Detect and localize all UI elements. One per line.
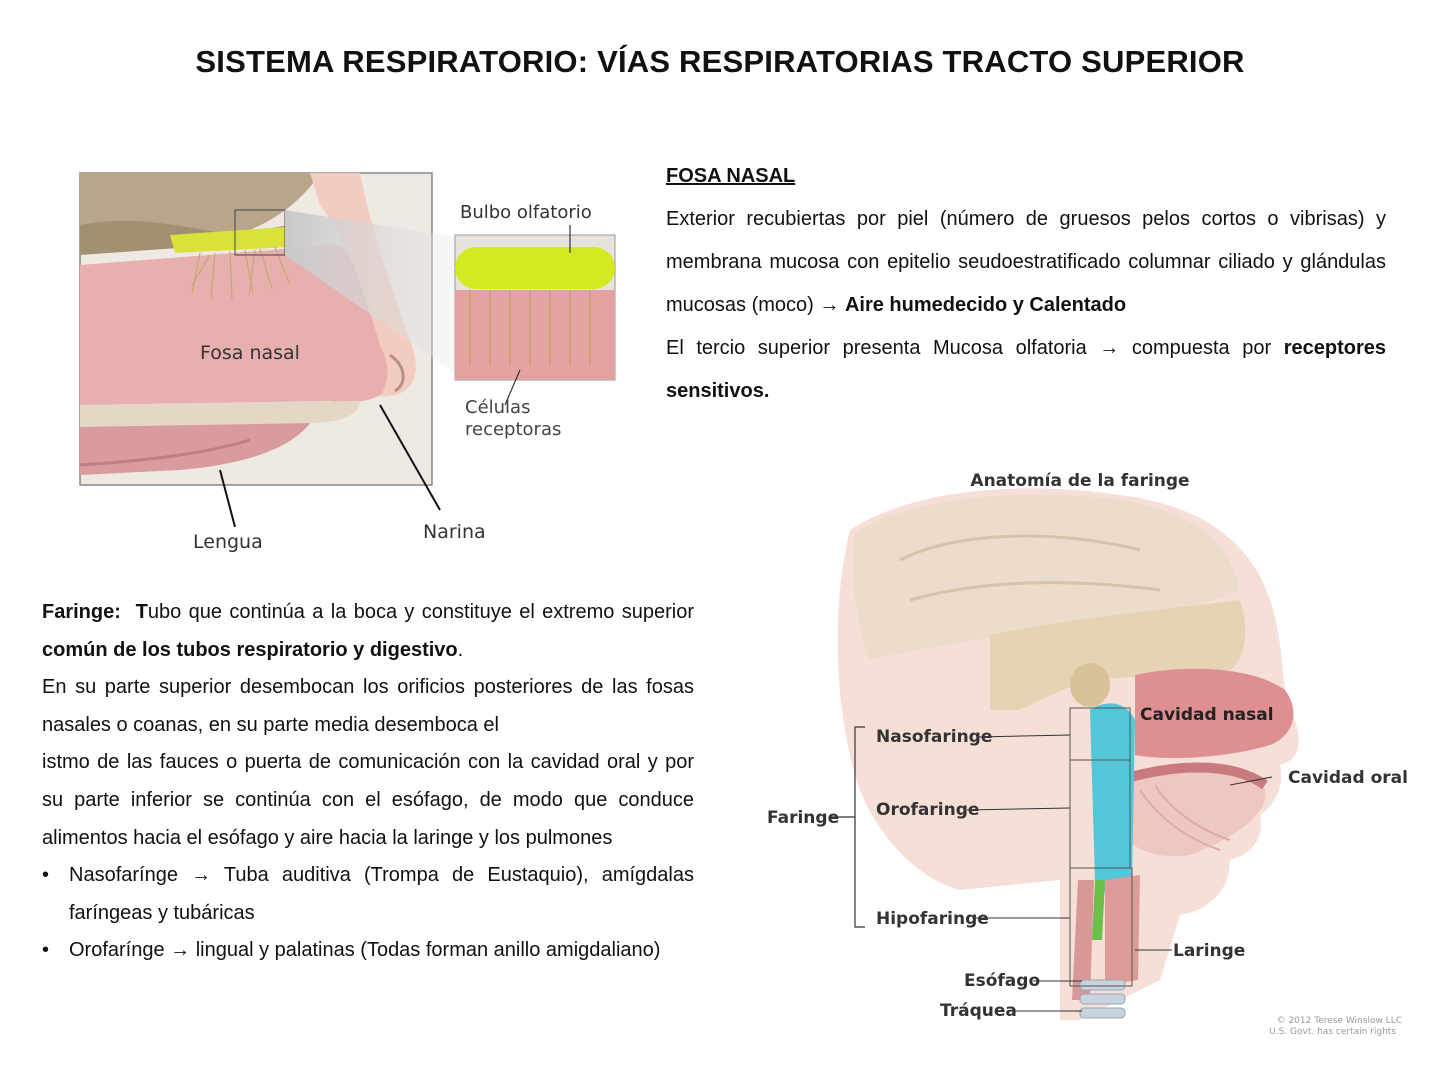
nasal-cavity-illustration [60, 165, 640, 560]
label-esofago: Esófago [964, 971, 1041, 991]
faringe-intro: Faringe: Tubo que continúa a la boca y constituye el extremo superior común de los tubos respiratorio y digestivo. [42, 601, 694, 661]
label-narina: Narina [423, 521, 486, 543]
faringe-label: Faringe: [42, 601, 121, 623]
arrow-icon: → [1099, 337, 1120, 359]
page-title: SISTEMA RESPIRATORIO: VÍAS RESPIRATORIAS TRACTO SUPERIOR [195, 44, 1245, 79]
label-lengua: Lengua [193, 531, 263, 553]
label-bulbo-olfatorio: Bulbo olfatorio [460, 202, 592, 223]
copyright-line-2: U.S. Govt. has certain rights [1269, 1027, 1396, 1037]
label-celulas: Células [465, 397, 531, 418]
list-item: • Nasofarínge → Tuba auditiva (Trompa de Eustaquio), amígdalas faríngeas y tubáricas [69, 857, 694, 932]
label-laringe: Laringe [1173, 941, 1246, 961]
label-nasofaringe: Nasofaringe [876, 727, 993, 747]
label-cavidad-oral: Cavidad oral [1288, 768, 1408, 788]
list-item: • Orofarínge → lingual y palatinas (Todas forman anillo amigdaliano) [69, 932, 694, 970]
pharynx-figure-title: Anatomía de la faringe [970, 471, 1190, 491]
fosa-nasal-paragraph-1: Exterior recubiertas por piel (número de gruesos pelos cortos o vibrisas) y membrana mucosa con epitelio seudoestratificado columnar ciliado y glándulas mucosas (moco) → Aire humedecido y Calentado [666, 208, 1386, 316]
faringe-bullet-list [42, 857, 694, 970]
label-hipofaringe: Hipofaringe [876, 909, 989, 929]
faringe-paragraph-2: En su parte superior desembocan los orificios posteriores de las fosas nasales o coanas, en su parte media desemboca el [42, 676, 694, 736]
label-traquea: Tráquea [940, 1001, 1017, 1021]
faringe-paragraph-3: istmo de las fauces o puerta de comunicación con la cavidad oral y por su parte inferior se continúa con el esófago, de modo que conduce alimentos hacia el esófago y aire hacia la laringe y los pulmones [42, 751, 694, 849]
label-receptoras: receptoras [465, 419, 562, 440]
label-fosa-nasal: Fosa nasal [200, 342, 300, 364]
label-cavidad-nasal: Cavidad nasal [1140, 705, 1274, 725]
label-orofaringe: Orofaringe [876, 800, 980, 820]
pharynx-illustration [760, 460, 1420, 1050]
faringe-section [42, 594, 694, 970]
fosa-nasal-paragraph-2: El tercio superior presenta Mucosa olfatoria → compuesta por receptores sensitivos. [666, 337, 1386, 402]
fosa-nasal-heading: FOSA NASAL [666, 165, 796, 187]
arrow-icon: → [191, 864, 212, 887]
arrow-icon: → [819, 294, 840, 316]
arrow-icon: → [170, 939, 191, 962]
label-faringe: Faringe [767, 808, 840, 828]
fosa-nasal-section [666, 155, 1386, 413]
copyright-line-1: © 2012 Terese Winslow LLC [1276, 1016, 1402, 1026]
